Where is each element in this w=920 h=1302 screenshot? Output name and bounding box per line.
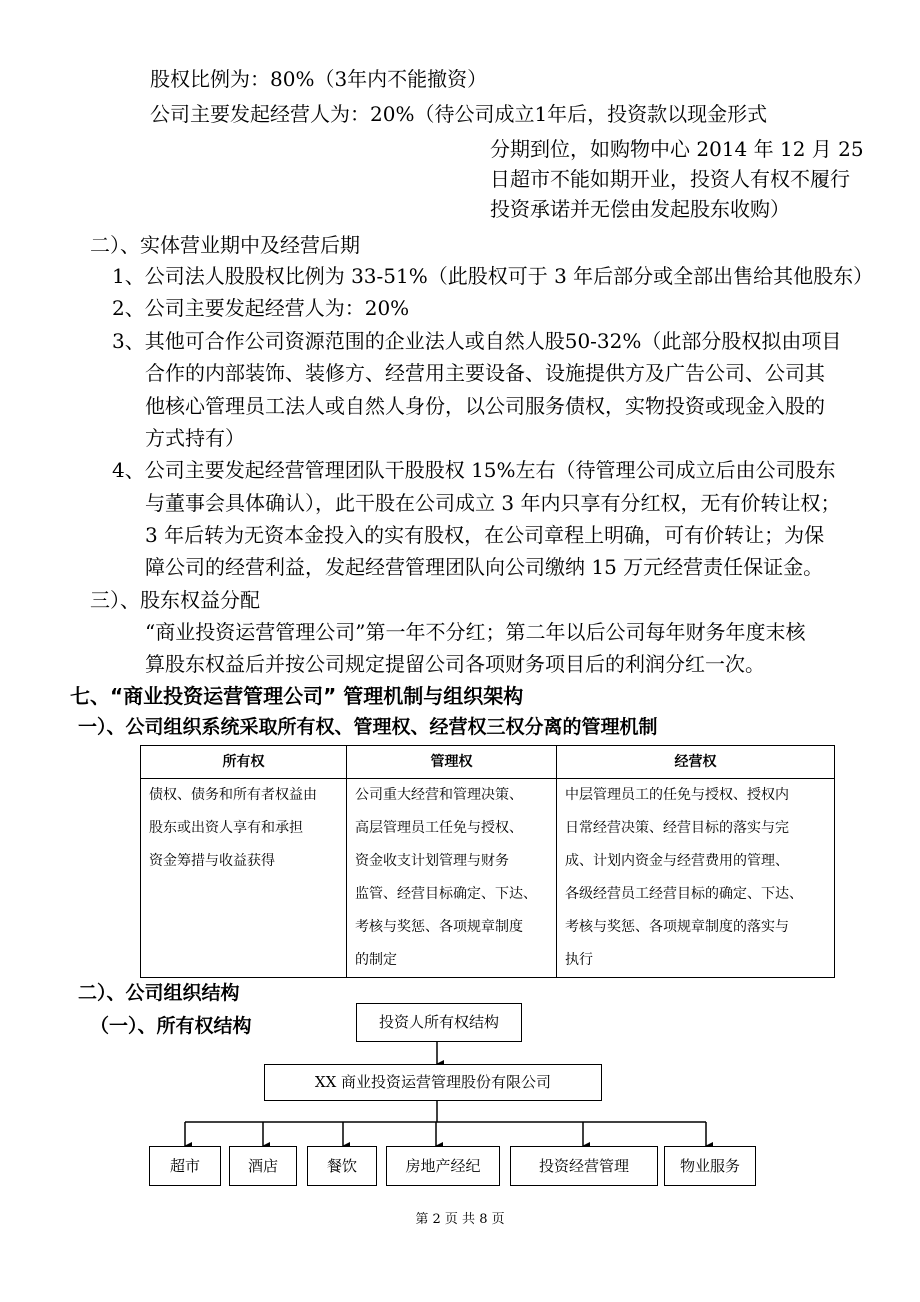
list-item-continuation: 他核心管理员工法人或自然人身份，以公司服务债权，实物投资或现金入股的	[145, 394, 825, 418]
org-child-property: 物业服务	[664, 1146, 756, 1186]
founder-ratio-continuation: 日超市不能如期开业，投资人有权不履行	[490, 167, 850, 191]
org-child-investment: 投资经营管理	[510, 1146, 658, 1186]
org-child-real-estate: 房地产经纪	[386, 1146, 500, 1186]
cell-line: 股东或出资人享有和承担	[149, 820, 303, 836]
cell-line: 资金收支计划管理与财务	[355, 853, 509, 869]
page-footer: 第 2 页 共 8 页	[415, 1212, 505, 1227]
column-header-operation: 经营权	[557, 746, 835, 779]
chapter-title: 七、“商业投资运营管理公司” 管理机制与组织架构	[70, 684, 524, 708]
section-heading: 二）、实体营业期中及经营后期	[90, 233, 360, 257]
paragraph-line: “商业投资运营管理公司”第一年不分红；第二年以后公司每年财务年度末核	[145, 620, 806, 644]
list-item: 2、公司主要发起经营人为：20%	[112, 296, 410, 320]
paragraph-line: 算股东权益后并按公司规定提留公司各项财务项目后的利润分红一次。	[145, 652, 765, 676]
cell-line: 考核与奖惩、各项规章制度的落实与	[565, 919, 789, 935]
cell-line: 中层管理员工的任免与授权、授权内	[565, 787, 789, 803]
list-item: 1、公司法人股股权比例为 33-51%（此股权可于 3 年后部分或全部出售给其他股东）	[112, 264, 874, 288]
list-item-continuation: 与董事会具体确认），此干股在公司成立 3 年内只享有分红权，无有价转让权；	[145, 491, 841, 515]
investor-ownership-box: 投资人所有权结构	[356, 1003, 522, 1042]
cell-line: 公司重大经营和管理决策、	[355, 787, 523, 803]
founder-ratio-line: 公司主要发起经营人为：20%（待公司成立1年后，投资款以现金形式	[150, 102, 768, 126]
column-header-ownership: 所有权	[141, 746, 347, 779]
list-item-continuation: 合作的内部装饰、装修方、经营用主要设备、设施提供方及广告公司、公司其	[145, 361, 825, 385]
ownership-structure-heading: （一）、所有权结构	[90, 1015, 252, 1037]
cell-line: 执行	[565, 952, 593, 968]
cell-line: 债权、债务和所有者权益由	[149, 787, 317, 803]
cell-line: 成、计划内资金与经营费用的管理、	[565, 853, 789, 869]
founder-ratio-continuation: 投资承诺并无偿由发起股东收购）	[490, 197, 790, 221]
cell-line: 考核与奖惩、各项规章制度	[355, 919, 523, 935]
list-item: 3、其他可合作公司资源范围的企业法人或自然人股50-32%（此部分股权拟由项目	[112, 329, 842, 353]
list-item: 4、公司主要发起经营管理团队干股股权 15%左右（待管理公司成立后由公司股东	[112, 458, 836, 482]
list-item-continuation: 障公司的经营利益，发起经营管理团队向公司缴纳 15 万元经营责任保证金。	[145, 555, 824, 579]
column-header-management: 管理权	[347, 746, 557, 779]
cell-line: 监管、经营目标确定、下达、	[355, 886, 537, 902]
ownership-ratio-line: 股权比例为：80%（3年内不能撤资）	[150, 67, 488, 91]
list-item-continuation: 3 年后转为无资本金投入的实有股权，在公司章程上明确，可有价转让；为保	[145, 523, 825, 547]
cell-line: 各级经营员工经营目标的确定、下达、	[565, 886, 803, 902]
org-child-hotel: 酒店	[229, 1146, 297, 1186]
cell-line: 的制定	[355, 952, 397, 968]
section-heading: 三）、股东权益分配	[90, 588, 260, 612]
company-box: XX 商业投资运营管理股份有限公司	[264, 1064, 602, 1101]
chapter-subtitle: 一）、公司组织系统采取所有权、管理权、经营权三权分离的管理机制	[78, 716, 658, 738]
org-child-catering: 餐饮	[307, 1146, 377, 1186]
list-item-continuation: 方式持有）	[145, 426, 245, 450]
section-heading: 二）、公司组织结构	[78, 982, 240, 1004]
org-child-supermarket: 超市	[149, 1146, 221, 1186]
cell-line: 日常经营决策、经营目标的落实与完	[565, 820, 789, 836]
cell-line: 高层管理员工任免与授权、	[355, 820, 523, 836]
founder-ratio-continuation: 分期到位，如购物中心 2014 年 12 月 25	[490, 137, 864, 161]
cell-line: 资金筹措与收益获得	[149, 853, 275, 869]
